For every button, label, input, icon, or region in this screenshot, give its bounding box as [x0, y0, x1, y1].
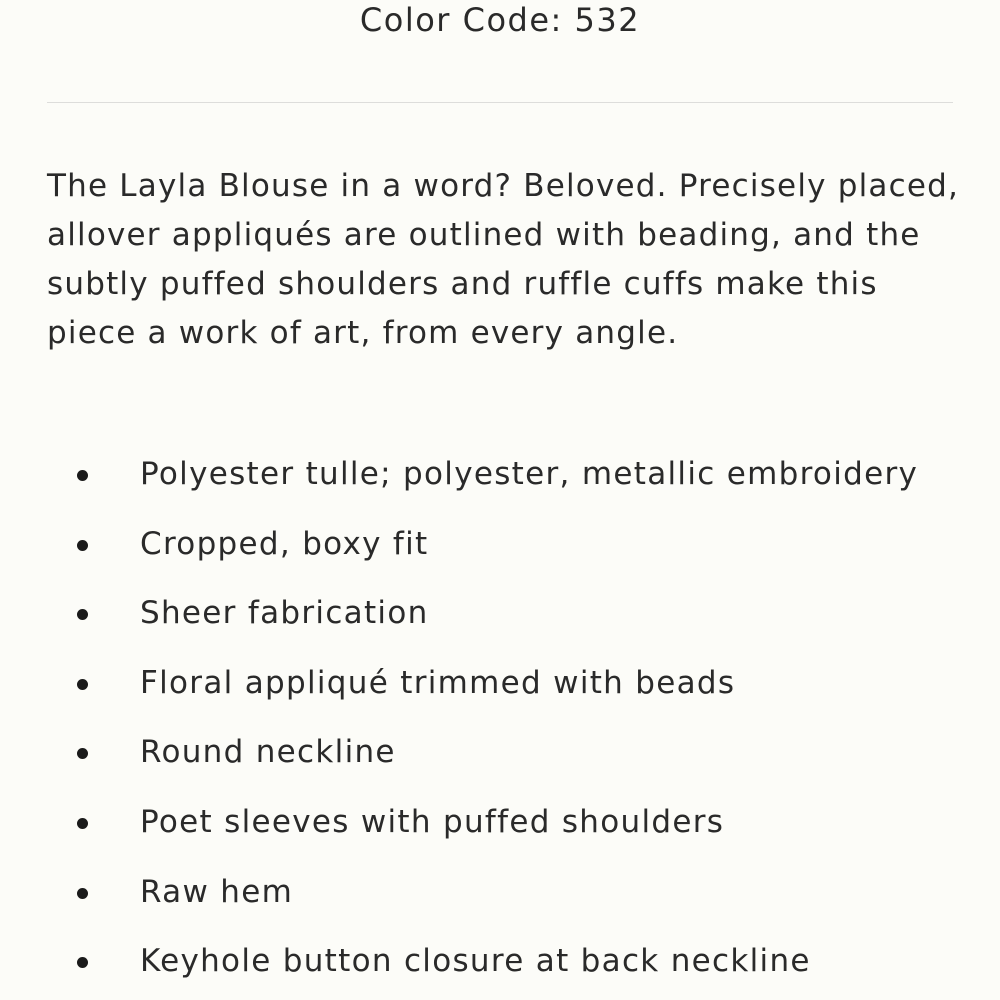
color-code-label: Color Code: 532	[359, 1, 641, 39]
feature-text: Round neckline	[140, 734, 396, 771]
feature-text: Poet sleeves with puffed shoulders	[140, 803, 725, 840]
bullet-icon	[77, 679, 88, 690]
bullet-icon	[77, 470, 88, 481]
feature-text: Sheer fabrication	[140, 595, 429, 632]
feature-item	[0, 510, 1000, 580]
section-divider	[47, 102, 953, 103]
product-description: The Layla Blouse in a word? Beloved. Precisely placed, allover appliqués are outlined with beading, and the subtly puffed shoulders and ruffle cuffs make this piece a work of art, from every angle.	[47, 168, 960, 351]
bullet-icon	[77, 540, 88, 551]
feature-item	[0, 649, 1000, 719]
feature-text: Polyester tulle; polyester, metallic embroidery	[140, 456, 919, 492]
feature-item	[0, 718, 1000, 788]
feature-item	[0, 858, 1000, 928]
bullet-icon	[77, 609, 88, 620]
bullet-icon	[77, 888, 88, 899]
feature-text: Raw hem	[140, 873, 294, 910]
bullet-icon	[77, 818, 88, 829]
feature-item	[0, 579, 1000, 649]
feature-item	[0, 788, 1000, 858]
feature-text: Keyhole button closure at back neckline	[140, 943, 811, 980]
feature-text: Cropped, boxy fit	[140, 525, 429, 562]
feature-item	[0, 440, 1000, 510]
feature-text: Floral appliqué trimmed with beads	[140, 664, 736, 701]
bullet-icon	[77, 957, 88, 968]
feature-list	[0, 440, 1000, 997]
bullet-icon	[77, 748, 88, 759]
feature-item	[0, 927, 1000, 997]
